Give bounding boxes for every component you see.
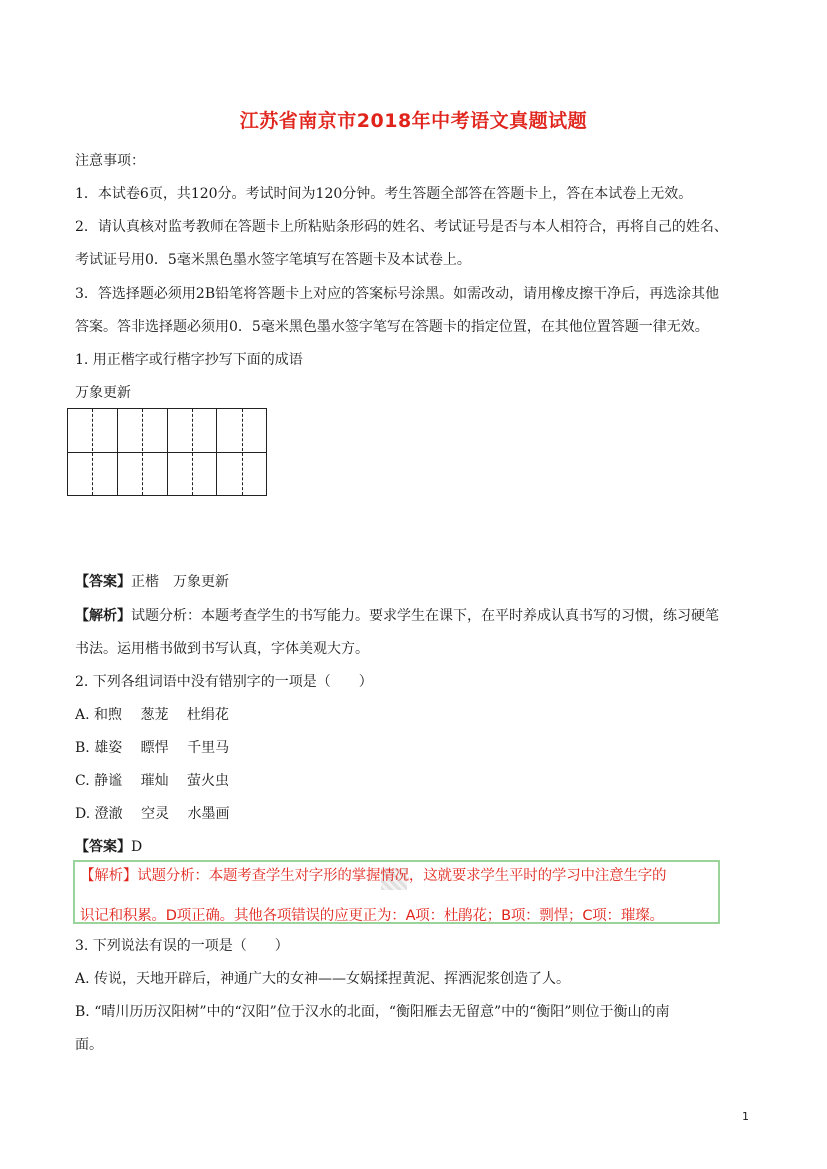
grid-cell xyxy=(68,409,118,495)
question-1-idiom: 万象更新 xyxy=(75,385,131,401)
page-title: 江苏省南京市2018年中考语文真题试题 xyxy=(239,110,588,132)
question-2-option-b: B. 雄姿 瞟悍 千里马 xyxy=(75,740,230,756)
question-2-analysis-line-2: 识记和积累。D项正确。其他各项错误的应更正为：A项：杜鹃花；B项：剽悍；C项：璀璨。 xyxy=(80,908,664,924)
question-2-analysis-line-1: 【解析】试题分析：本题考查学生对字形的掌握情况，这就要求学生平时的学习中注意生字的 xyxy=(80,868,667,884)
question-3-option-b-line-2: 面。 xyxy=(75,1037,103,1053)
question-1-answer xyxy=(75,573,229,591)
notice-item-2-line-2: 考试证号用0．5毫米黑色墨水签字笔填写在答题卡及本试卷上。 xyxy=(75,252,471,268)
analysis-text: 试题分析：本题考查学生的书写能力。要求学生在课下，在平时养成认真书写的习惯，练习硬笔 xyxy=(131,608,719,624)
analysis-tag: 【解析】 xyxy=(75,608,131,624)
page-number: 1 xyxy=(742,1110,749,1123)
question-1-analysis-line-2: 书法。运用楷书做到书写认真，字体美观大方。 xyxy=(75,641,369,657)
question-3-stem: 3. 下列说法有误的一项是（ ） xyxy=(75,938,289,954)
grid-cell xyxy=(168,409,218,495)
question-2-option-c: C. 静谧 璀灿 萤火虫 xyxy=(75,773,230,789)
writing-grid xyxy=(67,408,267,496)
notice-item-1: 1．本试卷6页，共120分。考试时间为120分钟。考生答题全部答在答题卡上，答在本试卷上无效。 xyxy=(75,186,693,202)
notice-item-3-line-1: 3．答选择题必须用2B铅笔将答题卡上对应的答案标号涂黑。如需改动，请用橡皮擦干净后，再选涂其他 xyxy=(75,286,720,302)
notice-item-3-line-2: 答案。答非选择题必须用0．5毫米黑色墨水签字笔写在答题卡的指定位置，在其他位置答题一律无效。 xyxy=(75,319,709,335)
question-3-option-b-line-1: B. “晴川历历汉阳树”中的“汉阳”位于汉水的北面，“衡阳雁去无留意”中的“衡阳”则位于衡山的南 xyxy=(75,1004,670,1020)
notice-item-2-line-1: 2．请认真核对监考教师在答题卡上所粘贴条形码的姓名、考试证号是否与本人相符合，再将自己的姓名、 xyxy=(75,219,728,235)
answer-text: D xyxy=(131,839,143,855)
question-2-option-d: D. 澄澈 空灵 水墨画 xyxy=(75,806,230,822)
grid-cell xyxy=(217,409,266,495)
grid-cell xyxy=(118,409,168,495)
question-1-analysis-line-1 xyxy=(75,607,719,625)
question-2-answer xyxy=(75,838,142,856)
question-2-stem: 2. 下列各组词语中没有错别字的一项是（ ） xyxy=(75,674,373,690)
answer-text: 正楷 万象更新 xyxy=(131,574,229,590)
answer-tag: 【答案】 xyxy=(75,574,131,590)
question-3-option-a: A. 传说，天地开辟后，神通广大的女神——女娲揉捏黄泥、挥洒泥浆创造了人。 xyxy=(75,971,571,987)
answer-tag: 【答案】 xyxy=(75,839,131,855)
question-1-stem: 1. 用正楷字或行楷字抄写下面的成语 xyxy=(75,352,303,368)
notice-heading: 注意事项： xyxy=(75,153,145,169)
question-2-option-a: A. 和煦 葱茏 杜绢花 xyxy=(75,707,229,723)
